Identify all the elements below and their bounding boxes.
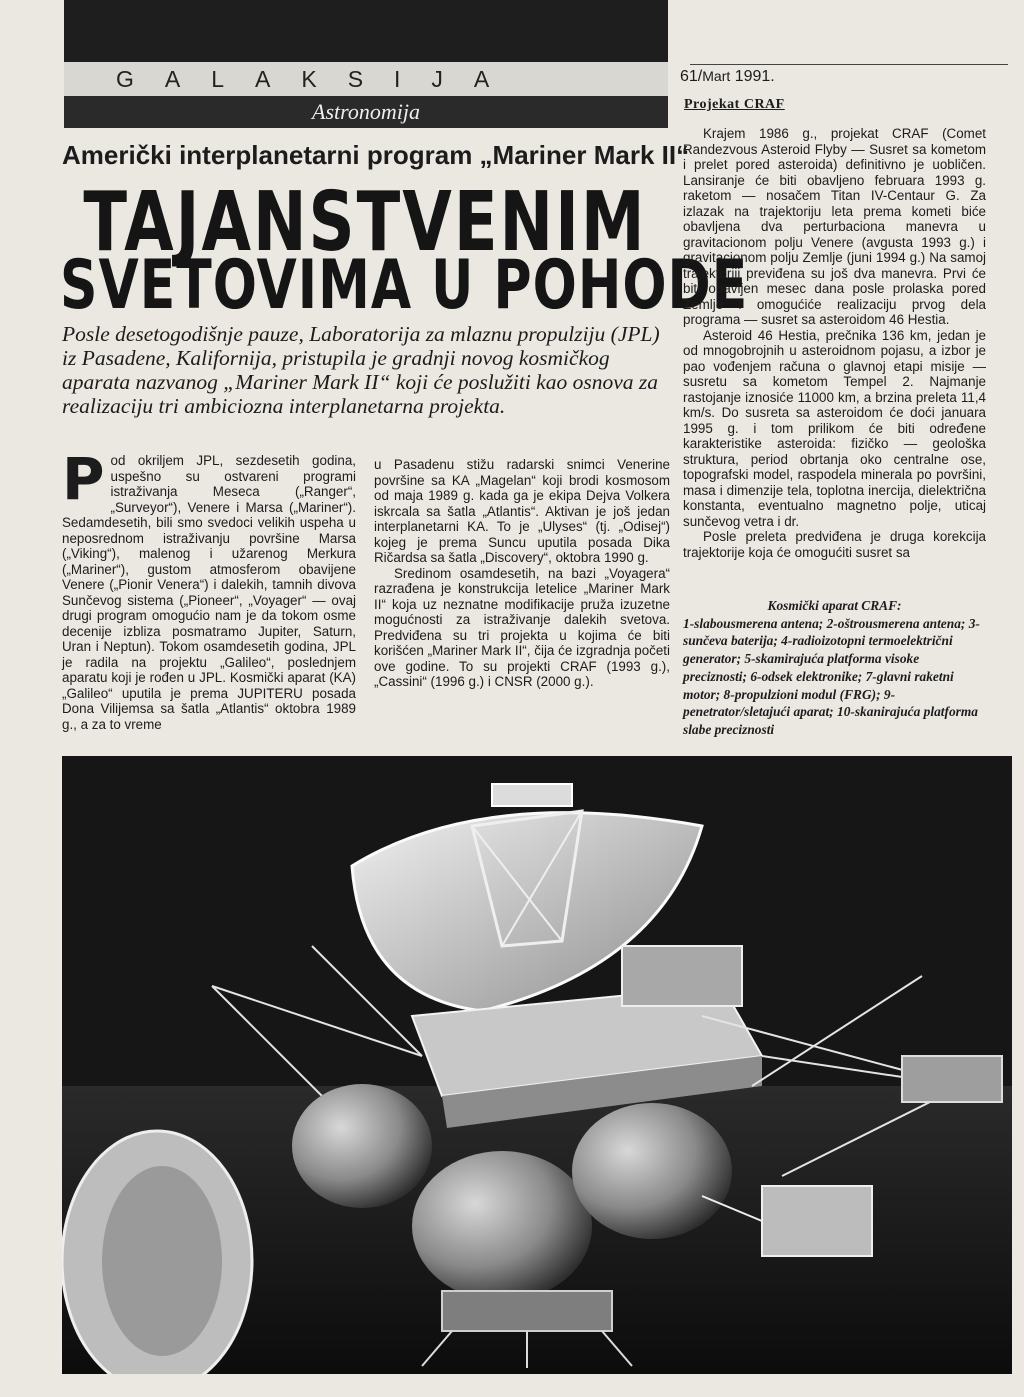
masthead-black-bar <box>64 0 668 62</box>
spacecraft-illustration <box>62 756 1012 1374</box>
spacecraft-photo <box>62 756 1012 1374</box>
article-kicker: Američki interplanetarni program „Mariner Mark II“ <box>62 140 690 170</box>
figure-caption <box>683 597 986 739</box>
issue-info <box>680 68 775 86</box>
propellant-tank-right <box>572 1103 732 1239</box>
propellant-tank-center <box>412 1151 592 1301</box>
issue-number: 61/ <box>680 68 703 85</box>
propellant-tank-left <box>292 1084 432 1208</box>
caption-text: 1-slabousmerena antena; 2-oštrousmerena antena; 3-sunčeva baterija; 4-radioizotopni termoelektrični generator; 5-skamirajuća platforma visoke preciznosti; 6-odsek elektronike; 7-glavni raketni motor; 8-propulzioni modul (FRG); 9-penetrator/sletajući aparat; 10-skanirajuća platforma slabe preciznosti <box>683 615 980 737</box>
body-column-1-text: od okriljem JPL, sezdesetih godina, uspešno su ostvareni programi istraživanja Meseca („Ranger“, „Surveyor“), Venere i Marsa („Mariner“). Sedamdesetih, bili smo svedoci velikih uspeha u neposrednom istraživanju površine Marsa („Viking“), malenog i užarenog Merkura („Mariner“), gustom atmosferom obavijene Venere („Pionir Venera“) i dalekih, tamnih divova Sunčevog sistema („Pioneer“, „Voyager“ — ovaj drugi program omogućio nam je da tokom osme decenije izbliza posmatramo Jupiter, Saturn, Uran i Neptun). Tokom osamdesetih godina, JPL je radila na projektu „Galileo“, poslednjem aparatu koji je rođen u JPL. Kosmički aparat (KA) „Galileo“ uputila je prema JUPITERU posada Dona Vilijemsa sa šatla „Atlantis“ oktobra 1989 g., a za to vreme <box>62 453 356 732</box>
headline-line-1: TAJANSTVENIM <box>83 175 647 271</box>
rtg-generator <box>902 1056 1002 1102</box>
issue-year: 1991. <box>734 68 775 85</box>
sidebar-title: Projekat CRAF <box>684 97 785 112</box>
drop-cap: P <box>62 445 105 513</box>
headline-line-2: SVETOVIMA U POHODE <box>60 246 749 325</box>
scan-platform <box>762 1186 872 1256</box>
sidebar-paragraph-2: Asteroid 46 Hestia, prečnika 136 km, jedan je od mnogobrojnih u asteroidnom pojasu, a izbor je pao vođenjem računa o glavnoj etapi misije — susretu sa kometom Tempel 2. Najmanje rastojanje iznosiće 11000 km, a brzina preleta 11,4 km/s. Do susreta sa asteroidom će doći januara 1995 g. i tom prilikom će biti određene karakteristike asteroida: fizičko — geološka struktura, period obrtanja oko centralne ose, topografski model, raspodela minerala po površini, masa i dimenzije tela, toplotna inercija, dielektrična konstanta, eventualno magnetno polje, uticaj sunčevog vetra i dr. <box>683 327 986 529</box>
propulsion-module <box>442 1291 612 1331</box>
body-column-1 <box>62 445 356 732</box>
section-label: Astronomija <box>312 99 420 124</box>
magazine-name-band <box>64 62 668 96</box>
caption-title: Kosmički aparat CRAF: <box>767 598 902 613</box>
article-lead: Posle desetogodišnje pauze, Laboratorija za mlaznu propulziju (JPL) iz Pasadene, Kalifornija, pristupila je gradnji novog kosmičkog aparata nazvanog „Mariner Mark II“ koji će poslužiti kao osnova za realizaciju tri ambiciozna interplanetarna projekta. <box>62 322 660 418</box>
body-column-2 <box>374 457 670 690</box>
issue-month: Mart <box>702 68 731 84</box>
issue-rule-line <box>690 64 1008 65</box>
body-column-2-paragraph-1: u Pasadenu stižu radarski snimci Venerine površine sa KA „Magelan“ koji brodi kosmosom od maja 1989 g. kada ga je ekipa Dejva Volkera iskrcala sa šatla „Atlantis“. Aktivan je još jedan interplanetarni KA. To je „Ulyses“ (tj. „Odisej“) kojeg je prema Suncu uputila posada Dika Ričardsa sa šatla „Discovery“, oktobra 1990 g. <box>374 457 670 565</box>
magazine-name: GALAKSIJA <box>116 65 521 92</box>
sidebar-text <box>683 126 986 560</box>
sidebar-paragraph-3: Posle preleta predviđena je druga korekcija trajektorije koja će omogućiti susret sa <box>683 529 986 560</box>
section-banner <box>64 96 668 128</box>
sidebar-paragraph-1: Krajem 1986 g., projekat CRAF (Comet Randezvous Asteroid Flyby — Susret sa kometom i prelet pored asteroida) definitivno je uobličen. Lansiranje će biti obavljeno februara 1993 g. raketom — nosačem Titan IV-Centaur G. Za izlazak na trajektoriju leta prema kometi biće obavljena dva perturbaciona manevra u gravitacionom polju Venere (avgusta 1993 g.) i gravitacionom polju Zemlje (juni 1994 g.) Na samoj trajektoriji previđena su još dva manevra. Prvi će biti obavljen mesec dana posle prolaska pored Zemlje i omogućiće realizaciju prvog dela programa — susret sa asteroidom 46 Hestia. <box>683 126 986 327</box>
body-column-2-paragraph-2: Sredinom osamdesetih, na bazi „Voyagera“ razrađena je konstrukcija letelice „Mariner Mark II“ koja uz neznatne modifikacije pruža izuzetne mogućnosti za istraživanje dalekih svetova. Predviđena su tri projekta u kojima će biti korišćen „Mariner Mark II“, čija će izgradnja početi ove godine. To su projekti CRAF (1993 g.), „Cassini“ (1996 g.) i CNSR (2000 g.). <box>374 565 670 689</box>
